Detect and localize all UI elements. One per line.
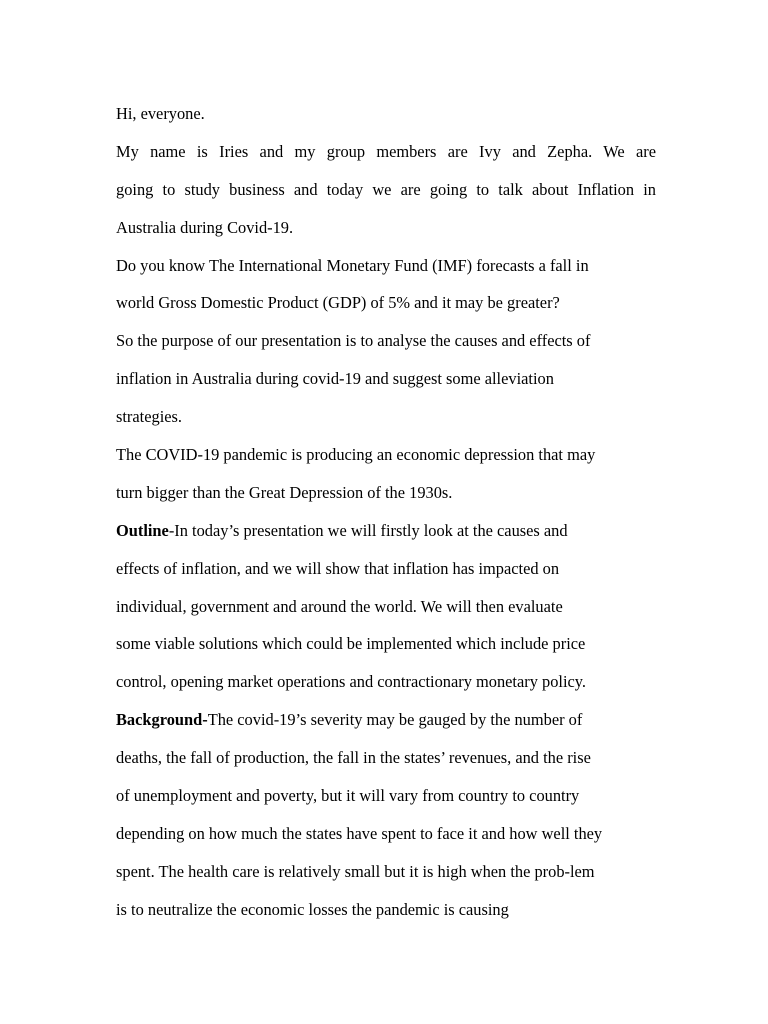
imf-question-line: world Gross Domestic Product (GDP) of 5% and it may be greater?: [116, 293, 560, 313]
background-line: [116, 708, 656, 746]
background-heading: Background-: [116, 710, 208, 730]
outline-heading: Outline: [116, 520, 169, 540]
purpose-line: So the purpose of our presentation is to analyse the causes and effects of: [116, 331, 591, 351]
pandemic-line: turn bigger than the Great Depression of the 1930s.: [116, 482, 453, 502]
background-line: depending on how much the states have spent to face it and how well they: [116, 823, 603, 843]
outline-line: effects of inflation, and we will show that inflation has impacted on: [116, 558, 560, 578]
intro-line: Australia during Covid-19.: [116, 217, 294, 237]
outline-line: control, opening market operations and contractionary monetary policy.: [116, 672, 587, 692]
imf-question-line: Do you know The International Monetary Fund (IMF) forecasts a fall in: [116, 255, 589, 275]
outline-line: some viable solutions which could be implemented which include price: [116, 634, 586, 654]
outline-text: -In today’s presentation we will firstly look at the causes and: [168, 520, 568, 540]
background-line: deaths, the fall of production, the fall in the states’ revenues, and the rise: [116, 748, 591, 768]
purpose-line: inflation in Australia during covid-19 and suggest some alleviation: [116, 369, 554, 389]
intro-line: My name is Iries and my group members are Ivy and Zepha. We are: [116, 141, 656, 161]
greeting-line: Hi, everyone.: [116, 104, 205, 123]
intro-line: going to study business and today we are going to talk about Inflation in: [116, 179, 656, 199]
outline-line: individual, government and around the world. We will then evaluate: [116, 596, 563, 616]
background-line: of unemployment and poverty, but it will vary from country to country: [116, 786, 580, 806]
purpose-line: strategies.: [116, 407, 182, 427]
background-line: is to neutralize the economic losses the pandemic is causing: [116, 899, 509, 919]
background-text: The covid-19’s severity may be gauged by the number of: [207, 710, 583, 730]
pandemic-line: The COVID-19 pandemic is producing an economic depression that may: [116, 445, 596, 465]
background-line: spent. The health care is relatively small but it is high when the prob-lem: [116, 861, 595, 881]
document-body: [116, 102, 656, 936]
outline-line: [116, 519, 656, 557]
